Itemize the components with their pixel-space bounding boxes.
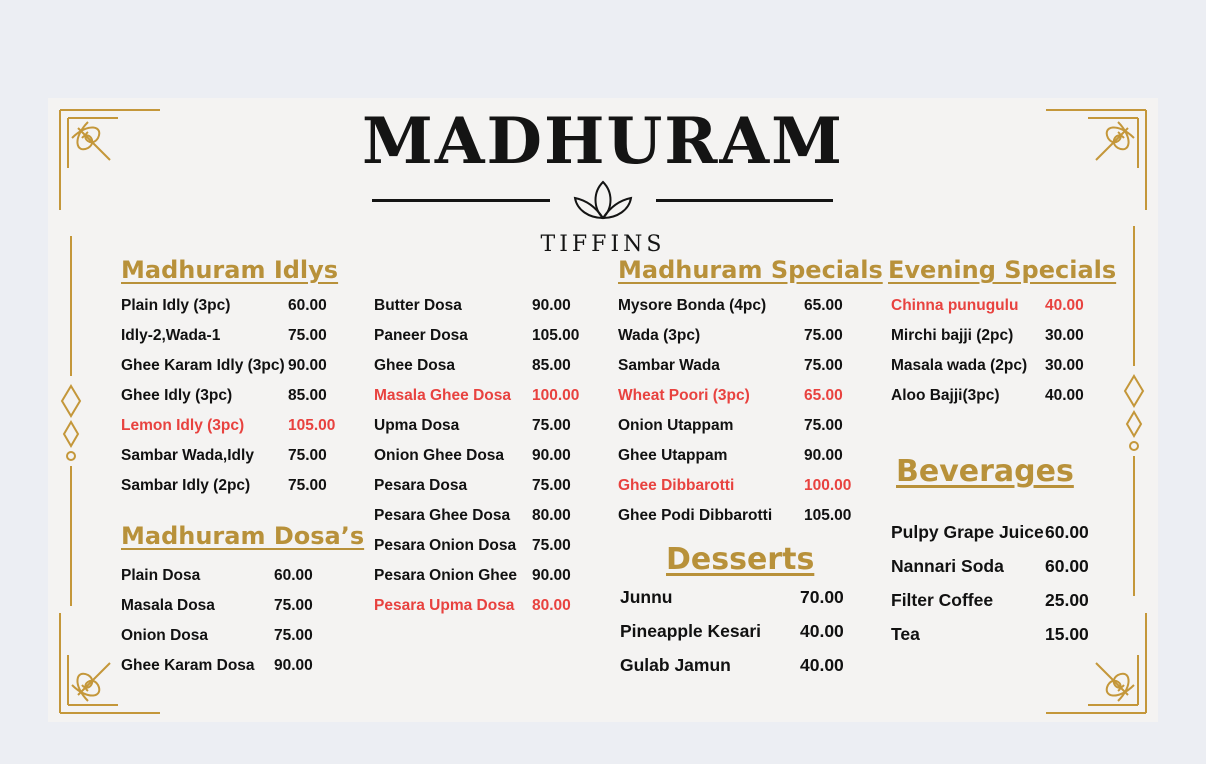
menu-item-price: 90.00 [532, 567, 571, 584]
menu-item-name: Wheat Poori (3pc) [618, 387, 750, 404]
menu-item-name: Onion Ghee Dosa [374, 447, 505, 464]
lotus-icon [571, 178, 635, 222]
menu-item-price: 70.00 [800, 587, 844, 607]
brand-tagline: TIFFINS [540, 232, 666, 257]
side-ornament-icon [1121, 226, 1147, 596]
menu-item-price: 15.00 [1045, 624, 1089, 644]
menu-item-price: 60.00 [274, 567, 313, 584]
menu-item-price: 100.00 [804, 477, 852, 494]
menu-item-name: Ghee Dosa [374, 357, 455, 374]
menu-item-price: 75.00 [532, 417, 571, 434]
heading-evening: Evening Specials [888, 256, 1117, 284]
menu-item-name: Pesara Dosa [374, 477, 468, 494]
menu-item-name: Sambar Idly (2pc) [121, 477, 251, 494]
heading-desserts: Desserts [666, 542, 815, 577]
menu-item-name: Pineapple Kesari [620, 621, 762, 641]
menu-item-price: 105.00 [288, 417, 336, 434]
menu-item-name: Pesara Onion Dosa [374, 537, 517, 554]
menu-item-price: 40.00 [800, 655, 844, 675]
menu-item-price: 75.00 [288, 327, 327, 344]
menu-item-price: 65.00 [804, 387, 843, 404]
menu-item-price: 60.00 [1045, 522, 1089, 542]
menu-item-price: 30.00 [1045, 357, 1084, 374]
divider-rule [372, 199, 550, 202]
menu-item-price: 75.00 [288, 447, 327, 464]
menu-item-price: 75.00 [804, 417, 843, 434]
menu-item-price: 80.00 [532, 597, 571, 614]
menu-item-price: 105.00 [532, 327, 580, 344]
menu-item-name: Upma Dosa [374, 417, 460, 434]
menu-item-name: Ghee Idly (3pc) [121, 387, 233, 404]
menu-item-name: Pesara Onion Ghee [374, 567, 517, 584]
menu-item-name: Idly-2,Wada-1 [121, 327, 221, 344]
heading-specials: Madhuram Specials [618, 256, 883, 284]
menu-item-price: 40.00 [800, 621, 844, 641]
menu-item-name: Paneer Dosa [374, 327, 468, 344]
menu-item-name: Mirchi bajji (2pc) [891, 327, 1014, 344]
menu-item-name: Pesara Upma Dosa [374, 597, 515, 614]
menu-item-name: Lemon Idly (3pc) [121, 417, 245, 434]
menu-item-price: 25.00 [1045, 590, 1089, 610]
menu-item-price: 90.00 [532, 297, 571, 314]
menu-item-price: 75.00 [532, 537, 571, 554]
menu-item-name: Ghee Dibbarotti [618, 477, 735, 494]
menu-item-name: Tea [891, 624, 920, 644]
menu-item-name: Mysore Bonda (4pc) [618, 297, 767, 314]
brand-title: MADHURAM [362, 104, 844, 179]
menu-item-name: Masala Dosa [121, 597, 215, 614]
menu-item-name: Chinna punugulu [891, 297, 1019, 314]
menu-item-name: Pulpy Grape Juice [891, 522, 1044, 542]
menu-item-price: 75.00 [804, 327, 843, 344]
menu-item-name: Sambar Wada [618, 357, 720, 374]
menu-item-price: 90.00 [532, 447, 571, 464]
menu-item-price: 75.00 [532, 477, 571, 494]
heading-idlys: Madhuram Idlys [121, 256, 339, 284]
menu-item-price: 30.00 [1045, 327, 1084, 344]
menu-item-price: 75.00 [274, 597, 313, 614]
menu-item-name: Pesara Ghee Dosa [374, 507, 511, 524]
menu-item-name: Ghee Podi Dibbarotti [618, 507, 773, 524]
menu-item-price: 75.00 [288, 477, 327, 494]
menu-item-name: Butter Dosa [374, 297, 462, 314]
menu-item-price: 90.00 [288, 357, 327, 374]
menu-item-price: 40.00 [1045, 387, 1084, 404]
menu-item-price: 65.00 [804, 297, 843, 314]
menu-item-price: 60.00 [1045, 556, 1089, 576]
divider-rule [656, 199, 833, 202]
menu-item-price: 90.00 [804, 447, 843, 464]
menu-item-price: 40.00 [1045, 297, 1084, 314]
heading-beverages: Beverages [896, 454, 1074, 489]
menu-item-price: 105.00 [804, 507, 852, 524]
menu-item-name: Plain Dosa [121, 567, 201, 584]
menu-item-name: Wada (3pc) [618, 327, 701, 344]
menu-item-price: 75.00 [274, 627, 313, 644]
heading-dosas: Madhuram Dosa’s [121, 522, 365, 550]
menu-item-price: 100.00 [532, 387, 580, 404]
menu-item-name: Junnu [620, 587, 673, 607]
menu-item-name: Masala Ghee Dosa [374, 387, 511, 404]
menu-item-name: Sambar Wada,Idly [121, 447, 254, 464]
menu-item-name: Aloo Bajji(3pc) [891, 387, 1000, 404]
side-ornament-icon [58, 236, 84, 606]
menu-item-name: Gulab Jamun [620, 655, 731, 675]
menu-item-name: Ghee Utappam [618, 447, 728, 464]
menu-item-price: 80.00 [532, 507, 571, 524]
menu-item-name: Plain Idly (3pc) [121, 297, 231, 314]
menu-item-name: Ghee Karam Idly (3pc) [121, 357, 285, 374]
menu-item-name: Onion Dosa [121, 627, 208, 644]
menu-item-name: Masala wada (2pc) [891, 357, 1028, 374]
menu-item-name: Ghee Karam Dosa [121, 657, 255, 674]
menu-item-name: Filter Coffee [891, 590, 994, 610]
menu-item-name: Onion Utappam [618, 417, 734, 434]
menu-item-price: 85.00 [288, 387, 327, 404]
menu-item-price: 75.00 [804, 357, 843, 374]
menu-item-price: 90.00 [274, 657, 313, 674]
menu-item-price: 60.00 [288, 297, 327, 314]
menu-item-price: 85.00 [532, 357, 571, 374]
menu-item-name: Nannari Soda [891, 556, 1004, 576]
